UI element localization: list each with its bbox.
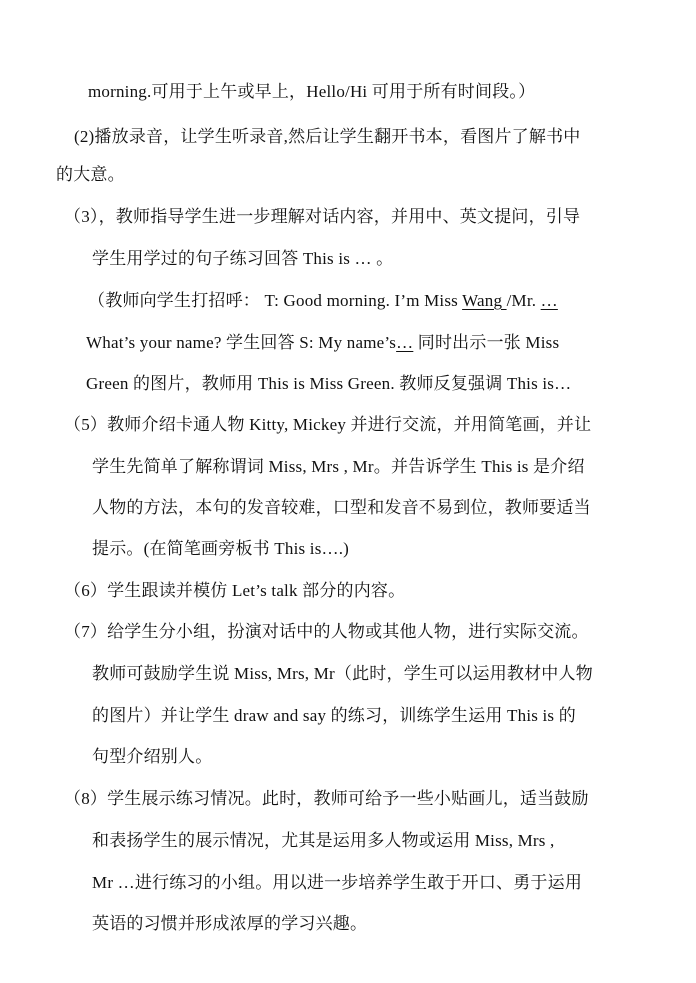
text-line: 的图片）并让学生 draw and say 的练习，训练学生运用 This is 的 [92, 706, 576, 725]
text-line: Mr …进行练习的小组。用以进一步培养学生敢于开口、勇于运用 [92, 873, 583, 892]
text-line: 学生先简单了解称谓词 Miss, Mrs , Mr。并告诉学生 This is 是介绍 [92, 457, 585, 476]
text-line: （3），教师指导学生进一步理解对话内容，并用中、英文提问，引导 [64, 207, 581, 226]
blank-underline: … [396, 333, 414, 352]
text-line: 英语的习惯并形成浓厚的学习兴趣。 [92, 914, 368, 933]
text-line: 和表扬学生的展示情况，尤其是运用多人物或运用 Miss, Mrs , [92, 831, 555, 850]
text-line: （5）教师介绍卡通人物 Kitty, Mickey 并进行交流，并用简笔画，并让 [64, 415, 592, 434]
text-span: 同时出示一张 Miss [413, 333, 560, 352]
text-line: Green 的图片，教师用 This is Miss Green. 教师反复强调 This is… [86, 374, 572, 393]
text-line: （7）给学生分小组，扮演对话中的人物或其他人物，进行实际交流。 [64, 622, 589, 641]
text-span: /Mr. [506, 291, 541, 310]
text-line: (2)播放录音，让学生听录音,然后让学生翻开书本，看图片了解书中 [74, 127, 581, 146]
text-line: （8）学生展示练习情况。此时，教师可给予一些小贴画儿，适当鼓励 [64, 789, 589, 808]
text-line [88, 290, 558, 312]
text-line: 的大意。 [56, 165, 125, 184]
text-line: 提示。(在简笔画旁板书 This is….) [92, 539, 350, 558]
text-line: 句型介绍别人。 [92, 747, 213, 766]
text-line: 学生用学过的句子练习回答 This is … 。 [92, 249, 394, 268]
blank-underline: … [540, 291, 558, 310]
text-line: morning.可用于上午或早上，Hello/Hi 可用于所有时间段。） [88, 82, 536, 101]
text-span: What’s your name? 学生回答 S: My name’s [86, 333, 397, 352]
underlined-name: Wang [462, 291, 507, 310]
text-line: 人物的方法，本句的发音较难，口型和发音不易到位，教师要适当 [92, 498, 591, 517]
text-line: （6）学生跟读并模仿 Let’s talk 部分的内容。 [64, 581, 406, 600]
text-line: 教师可鼓励学生说 Miss, Mrs, Mr（此时，学生可以运用教材中人物 [92, 664, 593, 683]
text-span: （教师向学生打招呼： T: Good morning. I’m Miss [88, 291, 463, 310]
text-line [86, 332, 559, 354]
